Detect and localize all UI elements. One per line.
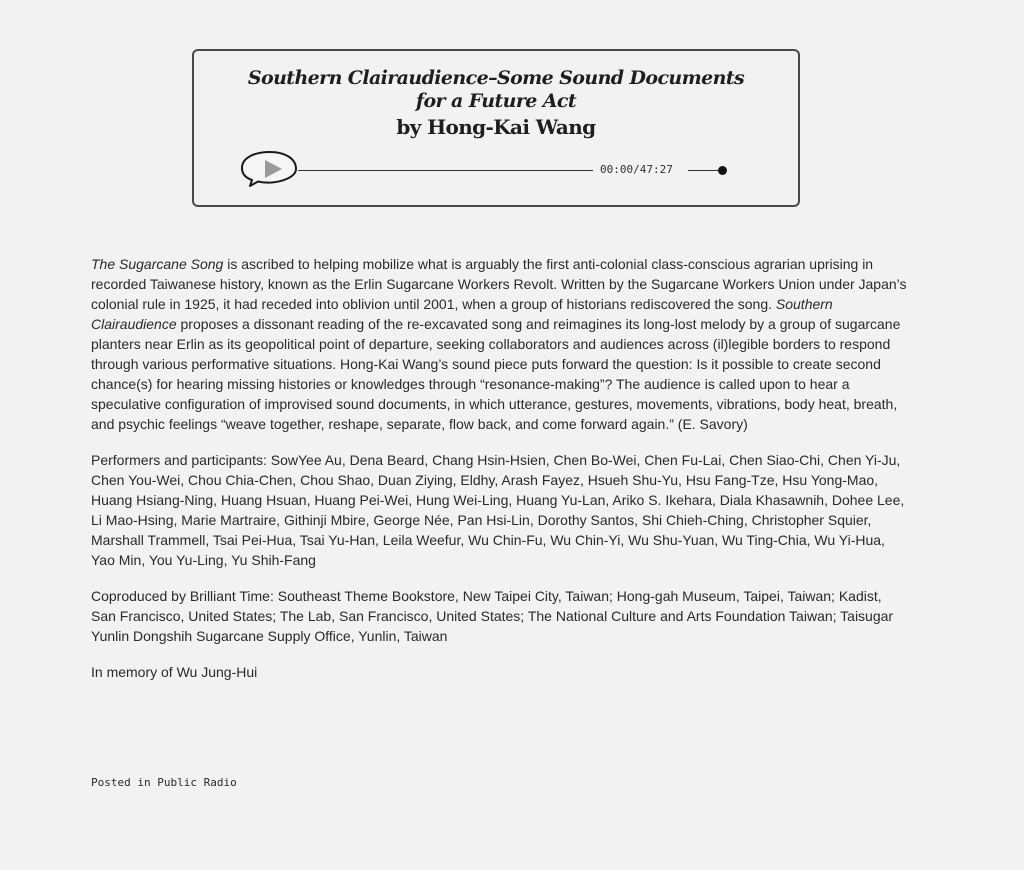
performers-paragraph: Performers and participants: SowYee Au, Dena Beard, Chang Hsin-Hsien, Chen Bo-Wei, Chen Fu-Lai, Chen Siao-Chi, Chen Yi-Ju, Chen You-Wei, Chou Chia-Chen, Chou Shao, Duan Ziying, Eldhy, Arash Fayez, Hsueh Shu-Yu, Hsu Fang-Tze, Hsu Yong-Mao, Huang Hsiang-Ning, Huang Hsuan, Huang Pei-Wei, Hung Wei-Ling, Huang Yu-Lan, Ariko S. Ikehara, Diala Khasawnih, Dohee Lee, Li Mao-Hsing, Marie Martraire, Githinji Mbire, George Née, Pan Hsi-Lin, Dorothy Santos, Shi Chieh-Ching, Christopher Squier, Marshall Trammell, Tsai Pei-Hua, Tsai Yu-Han, Leila Weefur, Wu Chin-Fu, Wu Chin-Yi, Wu Shu-Yuan, Wu Ting-Chia, Wu Yi-Hua, Yao Min, You Yu-Ling, Yu Shih-Fang xyxy=(91,452,905,568)
description-text-2: proposes a dissonant reading of the re-excavated song and reimagines its long-lost melody by a group of sugarcane planters near Erlin as its geopolitical point of departure, seeking collaborators and audiences across (il)legible borders to respond through various performative situations. Hong-Kai Wang’s sound piece puts forward the question: Is it possible to create second chance(s) for hearing missing histories or knowledges through “resonance-making”? The audience is called upon to hear a speculative configuration of improvised sound documents, in which utterance, gestures, movements, vibrations, body heat, breath, and psychic feelings “weave together, reshape, separate, flow back, and come forward again.” (E. Savory) xyxy=(91,316,901,432)
description-text-1: is ascribed to helping mobilize what is arguably the first anti-colonial class-conscious agrarian uprising in recorded Taiwanese history, known as the Erlin Sugarcane Workers Revolt. Written by the Sugarcane Workers Union under Japan’s colonial rule in 1925, it had receded into oblivion until 2001, when a group of historians rediscovered the song. xyxy=(91,256,907,312)
track-author: by Hong-Kai Wang xyxy=(396,115,596,139)
track-title-line-1: Southern Clairaudience–Some Sound Documents xyxy=(247,67,745,89)
time-readout: 00:00/47:27 xyxy=(600,163,673,176)
posted-prefix: Posted in xyxy=(91,776,158,789)
volume-handle[interactable] xyxy=(718,166,727,175)
article-body xyxy=(91,254,907,698)
emphasis-song-title: The Sugarcane Song xyxy=(91,256,224,272)
emphasis-work-title: Southern Clairaudience xyxy=(91,296,833,332)
audio-player xyxy=(192,49,800,207)
track-title xyxy=(194,67,798,113)
category-link[interactable]: Public Radio xyxy=(157,776,237,789)
track-title-line-2: for a Future Act xyxy=(415,90,577,112)
memorial-paragraph: In memory of Wu Jung-Hui xyxy=(91,664,258,680)
description-paragraph xyxy=(91,254,907,434)
play-icon xyxy=(238,149,302,193)
coproduction-paragraph: Coproduced by Brilliant Time: Southeast Theme Bookstore, New Taipei City, Taiwan; Hong-gah Museum, Taipei, Taiwan; Kadist, San Francisco, United States; The Lab, San Francisco, United States; The National Culture and Arts Foundation Taiwan; Taisugar Yunlin Dongshih Sugarcane Supply Office, Yunlin, Taiwan xyxy=(91,588,894,644)
post-category xyxy=(91,775,237,791)
progress-bar[interactable] xyxy=(298,170,593,171)
play-button[interactable] xyxy=(238,149,302,193)
volume-slider[interactable] xyxy=(688,170,722,171)
